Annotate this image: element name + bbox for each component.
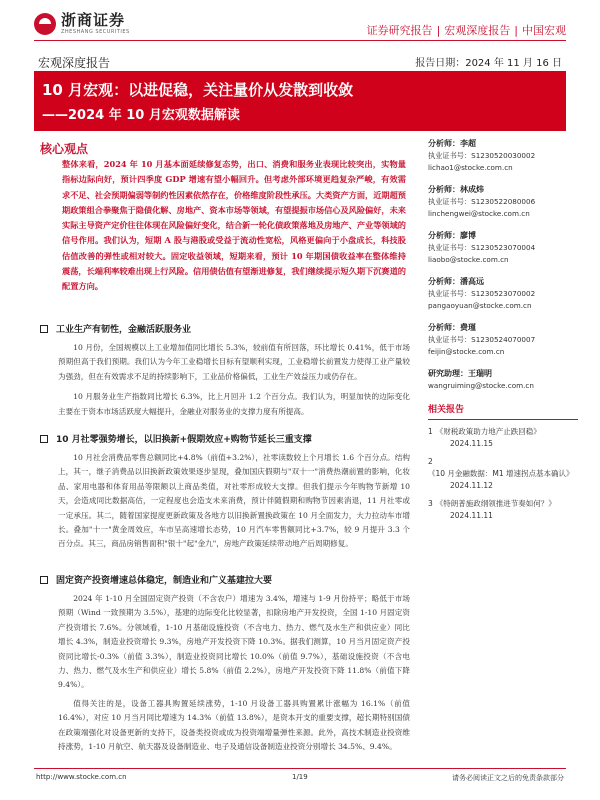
- key-points-heading: 核心观点: [40, 142, 89, 156]
- crumb-3: 中国宏观: [522, 24, 566, 37]
- related-report-date: 2024.11.15: [450, 438, 493, 448]
- analyst-name: 分析师：廖博: [428, 231, 476, 240]
- paragraph: 10 月服务业生产指数同比增长 6.3%，比上月回升 1.2 个百分点。我们认为，明显加快的边际变化主要在于资本市场活跃度大幅提升，金融业对服务业的支撑力度有所提高。: [58, 392, 410, 416]
- related-report-item[interactable]: 1 《财税政策助力地产止跌回稳》 2024.11.15: [428, 426, 578, 450]
- bullet-square-icon: [40, 435, 48, 443]
- analyst-card: [428, 137, 578, 173]
- analyst-email[interactable]: liaobo@stocke.com.cn: [428, 254, 509, 264]
- analyst-email[interactable]: linchengwei@stocke.com.cn: [428, 208, 530, 218]
- section-heading: 固定资产投资增速总体稳定，制造业和广义基建拉大要: [56, 576, 273, 586]
- crumb-1: 证券研究报告: [366, 24, 433, 37]
- analyst-cert: 执业证书号：S1230523070002: [428, 289, 536, 298]
- analyst-name: 分析师：潘高远: [428, 277, 484, 286]
- bullet-square-icon: [40, 325, 48, 333]
- logo-text: 浙商证券: [61, 11, 126, 29]
- breadcrumb: 证券研究报告 | 宏观深度报告 | 中国宏观: [366, 24, 566, 37]
- footer-disclaimer: 请务必阅读正文之后的免责条款部分: [452, 774, 564, 782]
- report-type: 宏观深度报告: [38, 56, 111, 70]
- analyst-cert: 执业证书号：S1230520030002: [428, 151, 536, 160]
- analyst-name: 分析师：林成炜: [428, 185, 484, 194]
- logo-subtext: ZHESHANG SECURITIES: [61, 29, 130, 35]
- researcher-name: 研究助理：王瑞明: [428, 369, 492, 378]
- analyst-email[interactable]: feijin@stocke.com.cn: [428, 346, 505, 356]
- related-report-item[interactable]: 3 《特朗普施政纲领推进节奏如何？》 2024.11.11: [428, 498, 578, 522]
- researcher-email[interactable]: wangruiming@stocke.com.cn: [428, 381, 534, 390]
- company-logo: [34, 13, 130, 35]
- related-report-date: 2024.11.11: [450, 510, 493, 520]
- analyst-card: [428, 275, 578, 311]
- section-industry: [40, 322, 410, 419]
- analyst-card: [428, 229, 578, 265]
- related-report-item[interactable]: 2《10 月金融数据：M1 增速拐点基本确认》 2024.11.12: [428, 456, 578, 492]
- analyst-name: 分析师：李超: [428, 139, 476, 148]
- bullet-square-icon: [40, 576, 48, 584]
- analyst-card: [428, 321, 578, 357]
- paragraph: 10 月社会消费品零售总额同比+4.8%（前值+3.2%），社零读数较上个月增长 1.6 个百分点。结构上，其一，继子消费品以旧换新政策效果逐步显现，叠加国庆假期与"双十一"消费热潮前置的影响，化妆品、家用电器和体育用品等限额以上商品类值，对社零形成较大支撑。但我们提示今年购物节新增 10 天，会造成同比数据高估，一定程度也会造支未来消费，预计伴随假期和购物节因素消退，11 月社零或一定承压。其二，随着国家提度更新政策及各地方以旧换新置换政策在 10 月全面发力，大力拉动车市增长。叠加"十一"黄金周效应，车市呈高速增长态势，10 月汽车零售额同比+3.7%，较 9 月提升 3.3 个百分点。其三，商品房销售面积"银十"起"金九"，房地产政策延续带动地产后周期修复。: [58, 453, 410, 549]
- report-date: 报告日期：2024 年 11 月 16 日: [415, 58, 562, 69]
- page-number: 1/19: [292, 773, 308, 781]
- related-report-title: 《10 月金融数据：M1 增速拐点基本确认》: [428, 468, 574, 478]
- page-subtitle: ——2024 年 10 月宏观数据解读: [42, 108, 240, 123]
- sidebar: [428, 137, 578, 522]
- section-investment: [40, 573, 410, 754]
- related-report-title: 《特朗普施政纲领推进节奏如何？》: [435, 498, 556, 508]
- researcher-card: [428, 367, 578, 392]
- analyst-cert: 执业证书号：S1230523070004: [428, 243, 536, 252]
- analyst-email[interactable]: lichao1@stocke.com.cn: [428, 162, 513, 172]
- analyst-card: [428, 183, 578, 219]
- header-divider: [34, 40, 566, 41]
- paragraph: 2024 年 1-10 月全国固定资产投资（不含农户）增速为 3.4%，增速与 1-9 月份持平；略低于市场预期（Wind 一致预期为 3.5%），基建的边际变化比较显著，扣除房地产开发投资，全国 1-10 月固定资产投资增长 7.6%。分领域看，1-10 月基础设施投资（不含电力、热力、燃气及水生产和供应业）同比增长 4.3%，制造业投资增长 9.3%，房地产开发投资下降 10.3%。据我们测算，10 月当月固定资产投资同比增长-0.3%（前值 3.3%），制造业投资同比增长 10.0%（前值 9.7%），基础设施投资（不含电力、热力、燃气及水生产和供应业）增长 5.8%（前值 2.2%），房地产开发投资下降 11.8%（前值下降 9.4%）。: [58, 594, 410, 690]
- page-title: 10 月宏观：以进促稳，关注量价从发散到收敛: [42, 81, 354, 99]
- crumb-2: 宏观深度报告: [444, 24, 511, 37]
- footer-website[interactable]: http://www.stocke.com.cn: [36, 773, 127, 781]
- analyst-name: 分析师：费瑾: [428, 323, 476, 332]
- related-report-date: 2024.11.12: [450, 480, 493, 490]
- analyst-cert: 执业证书号：S1230522080006: [428, 197, 536, 206]
- section-retail: [40, 432, 410, 552]
- analyst-email[interactable]: pangaoyuan@stocke.com.cn: [428, 300, 532, 310]
- related-report-title: 《财税政策助力地产止跌回稳》: [435, 426, 541, 436]
- footer-divider: [34, 768, 566, 769]
- paragraph: 10 月份，全国规模以上工业增加值同比增长 5.3%，较前值有所回落，环比增长 0.41%，低于市场预期但高于我们预期。我们认为今年工业稳增长目标有望顺利实现，工业稳增长前置发力使得工业产量较为强劲，但在有效需求不足的持续影响下，工业品价格偏低，工业生产效益压力或仍存在。: [58, 343, 410, 381]
- logo-mark-icon: [34, 13, 56, 35]
- paragraph: 值得关注的是，设备工器具购置延续涨势，1-10 月设备工器具购置累计涨幅为 16.1%（前值 16.4%），对应 10 月当月同比增速为 14.3%（前值 13.8%），是资本开支的重要支撑，超长期特别国债在政策端强化对设备更新的支持下，设备类投资或成为投资端增量弹性来源。此外，高技术制造业投资维持涨势，1-10 月航空、航天器及设备制造业、电子及通信设备制造业投资分别增长 34.5%、9.4%。: [58, 698, 410, 752]
- analyst-cert: 执业证书号：S1230524070007: [428, 335, 536, 344]
- key-points-body: 整体来看，2024 年 10 月基本面延续修复态势，出口、消费和服务业表现比较突出，实物量指标边际向好，预计四季度 GDP 增速有望小幅回升。但考虑外部环境更趋复杂严峻，有效需求不足、社会预期偏弱等制约性因素依然存在，价格维度阶段性承压。大类资产方面，近期超预期政策组合拳聚焦于隐债化解、房地产、资本市场等领域，有望提振市场信心及风险偏好，未来实际主导资产定价往往体现在风险偏好变化，结合新一轮化债政策落地及房地产、产业等领域的信号作用。我们认为，短期 A 股与港股或受益于流动性宽松，风格更偏向于小盘成长，科技股估值改善的弹性或相对较大。固定收益领域，短期来看，预计 10 年期国债收益率在整体维持震荡，长端利率较难出现上行风险。信用债估值有望渐进修复，我们继续提示短久期下沉赛道的配置方向。: [62, 159, 406, 292]
- related-reports-heading: 相关报告: [428, 402, 578, 420]
- section-heading: 工业生产有韧性，金融活跃服务业: [56, 325, 192, 335]
- section-heading: 10 月社零强势增长，以旧换新+假期效应+购物节延长三重支撑: [56, 435, 312, 445]
